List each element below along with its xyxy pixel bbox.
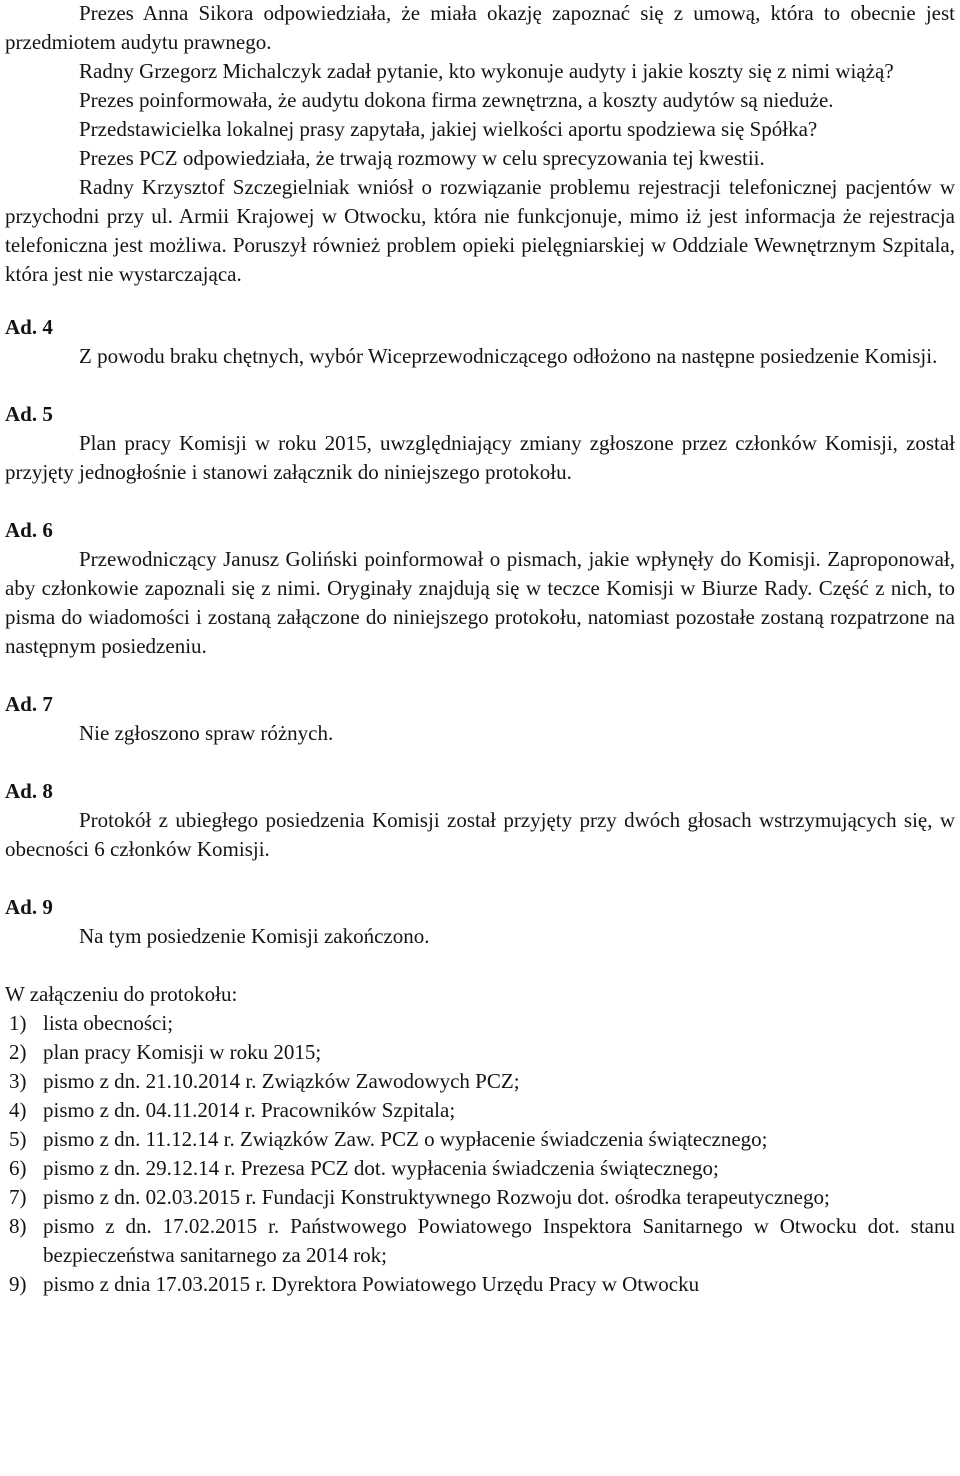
list-item-number: 2)	[9, 1040, 27, 1064]
list-item	[5, 1183, 955, 1212]
list-item-number: 5)	[9, 1127, 27, 1151]
list-item-text: pismo z dn. 29.12.14 r. Prezesa PCZ dot. wypłacenia świadczenia świątecznego;	[43, 1156, 719, 1180]
section-heading: Ad. 8	[5, 779, 53, 803]
list-item-text: plan pracy Komisji w roku 2015;	[43, 1040, 322, 1064]
section-text: Nie zgłoszono spraw różnych.	[79, 721, 334, 745]
list-item-text: lista obecności;	[43, 1011, 174, 1035]
section-ad-7	[5, 690, 955, 748]
list-item	[5, 1212, 955, 1270]
section-heading: Ad. 4	[5, 315, 53, 339]
list-item-number: 7)	[9, 1185, 27, 1209]
list-item-number: 6)	[9, 1156, 27, 1180]
attachments-block	[5, 980, 955, 1299]
list-item	[5, 1067, 955, 1096]
section-text: Przewodniczący Janusz Goliński poinformował o pismach, jakie wpłynęły do Komisji. Zaproponował, aby członkowie zapoznali się z nimi. Oryginały znajdują się w teczce Komisji w Biurze Rady. Część z nich, to pisma do wiadomości i zostaną załączone do niniejszego protokołu, natomiast pozostałe zostaną rozpatrzone na następnym posiedzeniu.	[5, 547, 955, 658]
list-item-number: 4)	[9, 1098, 27, 1122]
section-heading: Ad. 6	[5, 518, 53, 542]
section-text: Z powodu braku chętnych, wybór Wiceprzewodniczącego odłożono na następne posiedzenie Komisji.	[79, 344, 938, 368]
list-item	[5, 1125, 955, 1154]
list-item-text: pismo z dn. 04.11.2014 r. Pracowników Szpitala;	[43, 1098, 456, 1122]
paragraph: Prezes PCZ odpowiedziała, że trwają rozmowy w celu sprecyzowania tej kwestii.	[79, 146, 765, 170]
document-body	[5, 0, 955, 1299]
section-ad-4	[5, 313, 955, 371]
list-item-text: pismo z dn. 11.12.14 r. Związków Zaw. PCZ o wypłacenie świadczenia świątecznego;	[43, 1127, 768, 1151]
list-item-text: pismo z dn. 21.10.2014 r. Związków Zawodowych PCZ;	[43, 1069, 520, 1093]
list-item-number: 9)	[9, 1272, 27, 1296]
section-ad-8	[5, 777, 955, 864]
paragraph: Prezes Anna Sikora odpowiedziała, że miała okazję zapoznać się z umową, która to obecnie jest przedmiotem audytu prawnego.	[5, 1, 955, 54]
list-item-text: pismo z dnia 17.03.2015 r. Dyrektora Powiatowego Urzędu Pracy w Otwocku	[43, 1272, 700, 1296]
section-text: Protokół z ubiegłego posiedzenia Komisji został przyjęty przy dwóch głosach wstrzymujących się, w obecności 6 członków Komisji.	[5, 808, 955, 861]
paragraph: Radny Grzegorz Michalczyk zadał pytanie, kto wykonuje audyty i jakie koszty się z nimi wiążą?	[79, 59, 894, 83]
intro-block	[5, 0, 955, 289]
list-item-text: pismo z dn. 02.03.2015 r. Fundacji Konstruktywnego Rozwoju dot. ośrodka terapeutycznego;	[43, 1185, 830, 1209]
paragraph: Prezes poinformowała, że audytu dokona firma zewnętrzna, a koszty audytów są nieduże.	[79, 88, 834, 112]
list-item-number: 1)	[9, 1011, 27, 1035]
list-item-number: 3)	[9, 1069, 27, 1093]
attachments-title: W załączeniu do protokołu:	[5, 982, 238, 1006]
section-ad-5	[5, 400, 955, 487]
section-heading: Ad. 7	[5, 692, 53, 716]
list-item	[5, 1096, 955, 1125]
list-item	[5, 1009, 955, 1038]
section-ad-6	[5, 516, 955, 661]
paragraph: Przedstawicielka lokalnej prasy zapytała, jakiej wielkości aportu spodziewa się Spółka?	[79, 117, 818, 141]
list-item-text: pismo z dn. 17.02.2015 r. Państwowego Powiatowego Inspektora Sanitarnego w Otwocku dot. stanu bezpieczeństwa sanitarnego za 2014 rok;	[43, 1214, 955, 1267]
list-item	[5, 1038, 955, 1067]
paragraph: Radny Krzysztof Szczegielniak wniósł o rozwiązanie problemu rejestracji telefonicznej pacjentów w przychodni przy ul. Armii Krajowej w Otwocku, która nie funkcjonuje, mimo iż jest informacja że rejestracja telefoniczna jest możliwa. Poruszył również problem opieki pielęgniarskiej w Oddziale Wewnętrznym Szpitala, która jest nie wystarczająca.	[5, 175, 955, 286]
section-heading: Ad. 9	[5, 895, 53, 919]
attachments-list	[5, 1009, 955, 1299]
section-text: Plan pracy Komisji w roku 2015, uwzględniający zmiany zgłoszone przez członków Komisji, został przyjęty jednogłośnie i stanowi załącznik do niniejszego protokołu.	[5, 431, 955, 484]
section-text: Na tym posiedzenie Komisji zakończono.	[79, 924, 430, 948]
list-item-number: 8)	[9, 1214, 27, 1238]
list-item	[5, 1270, 955, 1299]
section-ad-9	[5, 893, 955, 951]
section-heading: Ad. 5	[5, 402, 53, 426]
list-item	[5, 1154, 955, 1183]
